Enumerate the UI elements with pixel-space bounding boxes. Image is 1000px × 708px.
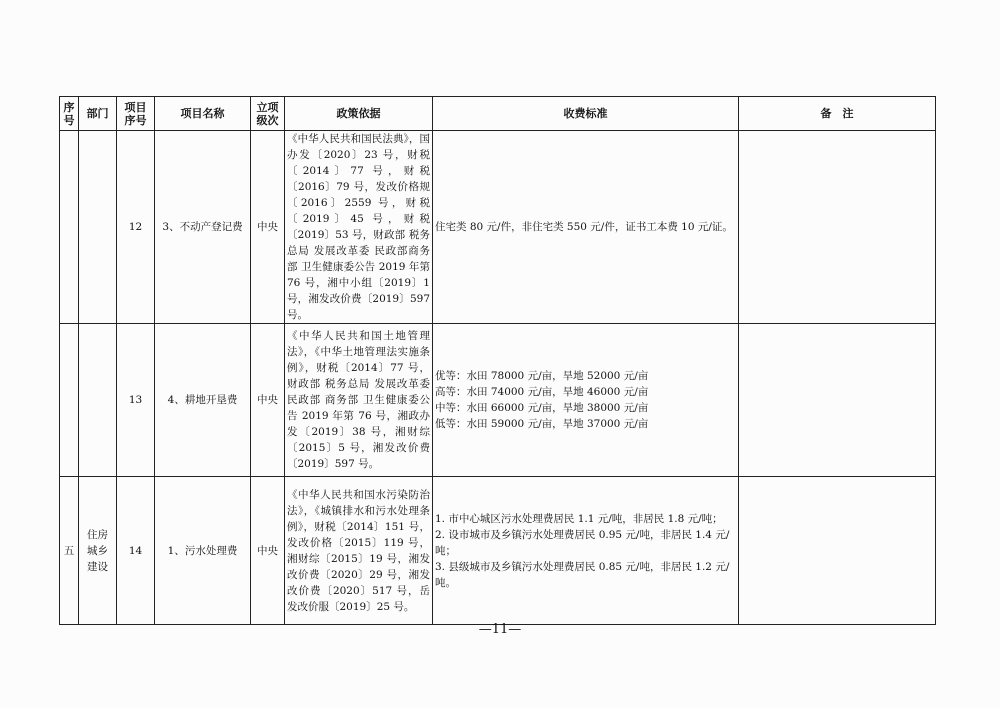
cell-seq: [60, 324, 79, 477]
cell-dept: [79, 131, 117, 324]
cell-remark: [739, 131, 936, 324]
cell-level: 中央: [251, 324, 285, 477]
cell-dept: [79, 324, 117, 477]
header-dept: 部门: [79, 97, 117, 131]
cell-item-seq: 14: [117, 477, 155, 625]
table-row: [60, 324, 936, 477]
header-standard: 收费标准: [433, 97, 739, 131]
header-policy: 政策依据: [285, 97, 433, 131]
header-item-seq: 项目序号: [117, 97, 155, 131]
table-row: [60, 131, 936, 324]
cell-item-name: 1、污水处理费: [155, 477, 251, 625]
standard-line: 中等：水田 66000 元/亩，旱地 38000 元/亩: [435, 402, 649, 414]
table-header-row: [60, 97, 936, 131]
header-item-name: 项目名称: [155, 97, 251, 131]
standard-line: 低等：水田 59000 元/亩，旱地 37000 元/亩: [435, 418, 649, 430]
standard-line: 住宅类 80 元/件，非住宅类 550 元/件，证书工本费 10 元/证。: [435, 221, 733, 233]
cell-level: 中央: [251, 477, 285, 625]
cell-seq: 五: [60, 477, 79, 625]
standard-line: 2. 设市城市及乡镇污水处理费居民 0.95 元/吨，非居民 1.4 元/吨；: [435, 528, 730, 557]
cell-item-seq: 12: [117, 131, 155, 324]
cell-item-name: 3、不动产登记费: [155, 131, 251, 324]
cell-item-seq: 13: [117, 324, 155, 477]
cell-dept: 住房城乡建设: [79, 477, 117, 625]
standard-line: 1. 市中心城区污水处理费居民 1.1 元/吨，非居民 1.8 元/吨；: [435, 512, 723, 525]
table-row: [60, 477, 936, 625]
cell-remark: [739, 477, 936, 625]
cell-policy: 《中华人民共和国水污染防治法》，《城镇排水和污水处理条例》，财税〔2014〕151 号，发改价格〔2015〕119 号，湘财综〔2015〕19 号，湘发改价费〔2020〕29 号，湘发改价费〔2020〕517 号，岳发改价服〔2019〕25 号。: [285, 477, 433, 625]
header-remark: 备 注: [739, 97, 936, 131]
cell-standard: [433, 131, 739, 324]
cell-level: 中央: [251, 131, 285, 324]
header-level: 立项级次: [251, 97, 285, 131]
page-number: —11—: [478, 622, 522, 637]
standard-line: 3. 县级城市及乡镇污水处理费居民 0.85 元/吨，非居民 1.2 元/吨。: [435, 560, 730, 589]
cell-item-name: 4、耕地开垦费: [155, 324, 251, 477]
cell-seq: [60, 131, 79, 324]
standard-line: 高等：水田 74000 元/亩，旱地 46000 元/亩: [435, 386, 649, 398]
fee-table: [59, 96, 936, 625]
cell-remark: [739, 324, 936, 477]
header-seq: 序号: [60, 97, 79, 131]
cell-standard: [433, 324, 739, 477]
cell-policy: 《中华人民共和国土地管理法》，《中华土地管理法实施条例》，财税〔2014〕77 号，财政部 税务总局 发展改革委 民政部 商务部 卫生健康委公告 2019 年第 76 号，湘政办发〔2019〕38 号，湘财综〔2015〕5 号，湘发改价费〔2019〕597 号。: [285, 324, 433, 477]
standard-line: 优等：水田 78000 元/亩，旱地 52000 元/亩: [435, 370, 649, 382]
cell-policy: 《中华人民共和国民法典》，国办发〔2020〕23 号，财税〔2014〕77 号，财税〔2016〕79 号，发改价格规〔2016〕2559 号，财税〔2019〕45 号，财税〔2019〕53 号，财政部 税务总局 发展改革委 民政部商务部 卫生健康委公告 2019 年第 76 号，湘中小组〔2019〕1 号，湘发改价费〔2019〕597 号。: [285, 131, 433, 324]
cell-standard: [433, 477, 739, 625]
